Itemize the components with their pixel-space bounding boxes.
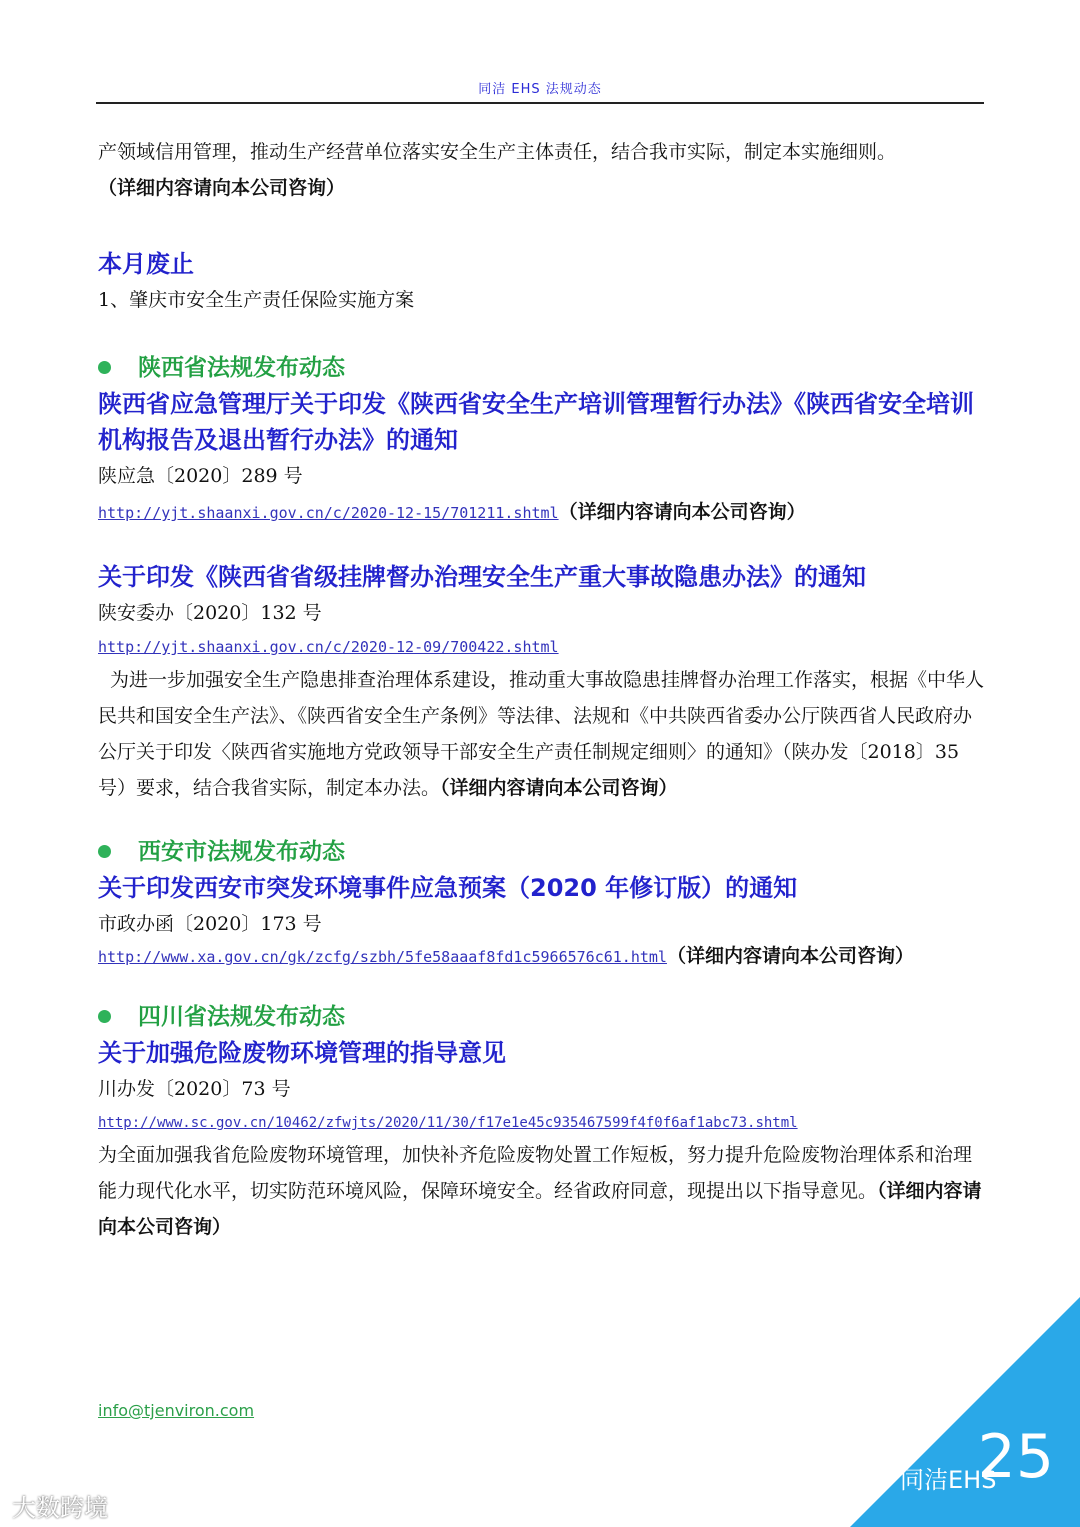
- intro-text: 产领域信用管理，推动生产经营单位落实安全生产主体责任，结合我市实际，制定本实施细则。: [98, 141, 897, 163]
- shaanxi-doc1-link[interactable]: http://yjt.shaanxi.gov.cn/c/2020-12-15/701211.shtml: [98, 504, 559, 522]
- bullet-dot-icon: [98, 361, 111, 374]
- sichuan-doc-number: 川办发〔2020〕73 号: [98, 1078, 291, 1100]
- xian-doc-title: 关于印发西安市突发环境事件应急预案（2020 年修订版）的通知: [98, 874, 798, 902]
- shaanxi-doc1-title: 陕西省应急管理厅关于印发《陕西省安全生产培训管理暂行办法》《陕西省安全培训机构报告及退出暂行办法》的通知: [98, 390, 974, 454]
- shaanxi-doc1-note: （详细内容请向本公司咨询）: [558, 501, 806, 523]
- abolished-title: 本月废止: [98, 250, 194, 278]
- shaanxi-doc2-body: [98, 662, 984, 806]
- header-divider: [96, 102, 984, 104]
- shaanxi-doc1-link-line: [98, 494, 984, 531]
- shaanxi-section-title: 陕西省法规发布动态: [98, 350, 984, 386]
- page-number: 25: [977, 1422, 1054, 1492]
- sichuan-doc-body: [98, 1137, 984, 1245]
- sichuan-doc-link[interactable]: http://www.sc.gov.cn/10462/zfwjts/2020/11/30/f17e1e45c935467599f4f0f6af1abc73.shtml: [98, 1115, 798, 1131]
- xian-doc-number: 市政办函〔2020〕173 号: [98, 913, 322, 935]
- intro-paragraph: [98, 134, 984, 206]
- shaanxi-doc2-link[interactable]: http://yjt.shaanxi.gov.cn/c/2020-12-09/700422.shtml: [98, 638, 559, 656]
- header-title: 同洁 EHS 法规动态: [478, 82, 602, 97]
- shaanxi-doc2-number: 陕安委办〔2020〕132 号: [98, 602, 322, 624]
- shaanxi-doc1-number: 陕应急〔2020〕289 号: [98, 465, 303, 487]
- xian-doc-link-line: [98, 942, 984, 971]
- brand-label: 同洁EHS: [900, 1466, 997, 1494]
- intro-note: （详细内容请向本公司咨询）: [98, 177, 346, 199]
- shaanxi-doc2-title: 关于印发《陕西省省级挂牌督办治理安全生产重大事故隐患办法》的通知: [98, 563, 866, 591]
- watermark-text: 大数跨境: [12, 1494, 108, 1522]
- sichuan-doc-body-text: 为全面加强我省危险废物环境管理，加快补齐危险废物处置工作短板，努力提升危险废物治理体系和治理能力现代化水平，切实防范环境风险，保障环境安全。经省政府同意，现提出以下指导意见。: [98, 1144, 973, 1202]
- footer-email-link[interactable]: info@tjenviron.com: [98, 1401, 255, 1420]
- xian-section-title: 西安市法规发布动态: [98, 834, 984, 870]
- shaanxi-doc2-note: （详细内容请向本公司咨询）: [440, 777, 678, 799]
- shaanxi-doc2-body-text: 为进一步加强安全生产隐患排查治理体系建设，推动重大事故隐患挂牌督办治理工作落实，根据《中华人民共和国安全生产法》、《陕西省安全生产条例》等法律、法规和《中共陕西省委办公厅陕西省人民政府办公厅关于印发〈陕西省实施地方党政领导干部安全生产责任制规定细则〉的通知》（陕办发〔2018〕35 号）要求，结合我省实际，制定本办法。: [98, 669, 985, 799]
- xian-doc-link[interactable]: http://www.xa.gov.cn/gk/zcfg/szbh/5fe58aaaf8fd1c5966576c61.html: [98, 948, 667, 966]
- xian-doc-note: （详细内容请向本公司咨询）: [666, 945, 914, 967]
- sichuan-doc-link-line: [98, 1107, 984, 1137]
- sichuan-doc-title: 关于加强危险废物环境管理的指导意见: [98, 1039, 506, 1067]
- main-content: [98, 134, 984, 1245]
- sichuan-section-title: 四川省法规发布动态: [98, 999, 984, 1035]
- shaanxi-doc2-link-line: [98, 631, 984, 662]
- bullet-dot-icon: [98, 845, 111, 858]
- abolished-item: 1、肇庆市安全生产责任保险实施方案: [98, 289, 415, 311]
- bullet-dot-icon: [98, 1010, 111, 1023]
- sichuan-doc-note: （详细内容请向本公司咨询）: [98, 1180, 982, 1238]
